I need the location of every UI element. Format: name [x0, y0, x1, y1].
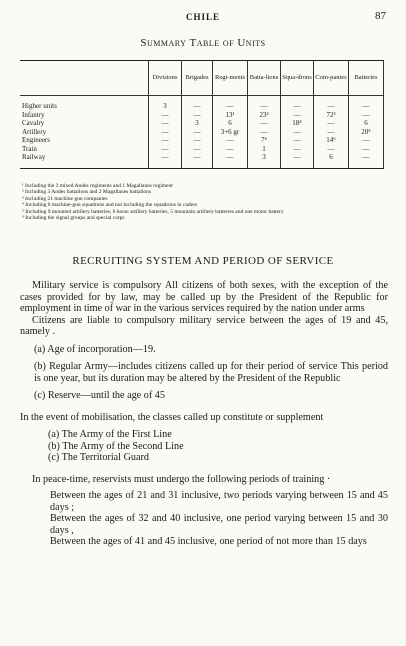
row-label: Artillery [20, 128, 149, 137]
column-header: Divisions [149, 61, 182, 96]
table-cell: — [314, 96, 349, 111]
page-number: 87 [375, 10, 386, 22]
row-label: Cavalry [20, 119, 149, 128]
table-cell: 14⁶ [314, 136, 349, 145]
table-cell: 6 [213, 119, 248, 128]
list-item: (a) The Army of the First Line [48, 429, 172, 440]
table-cell: — [314, 128, 349, 137]
column-header: Regi-ments [213, 61, 248, 96]
table-cell: — [182, 153, 213, 168]
table-title: Summary Table of Units [140, 37, 266, 49]
table-row [20, 136, 384, 145]
table-cell: — [281, 153, 314, 168]
chapter-title: CHILE [185, 12, 220, 22]
table-cell: — [349, 111, 384, 120]
column-header: Brigades [182, 61, 213, 96]
table-cell: — [281, 111, 314, 120]
table-cell: — [213, 96, 248, 111]
paragraph: Citizens are liable to compulsory military service between the ages of 19 and 45, namely . [20, 314, 388, 337]
footnote: ³ Including 21 machine gun companies [22, 195, 108, 202]
column-header: Batteries [349, 61, 384, 96]
table-cell: — [149, 128, 182, 137]
table-cell: 1 [248, 145, 281, 154]
column-header: Squa-drons [281, 61, 314, 96]
summary-table [20, 60, 384, 169]
column-header: Com-panies [314, 61, 349, 96]
table-cell: 20⁵ [349, 128, 384, 137]
footnote: ⁴ Including 6 machine-gun squadrons and not including the squadrons in cadres [22, 202, 197, 209]
table-cell: — [314, 119, 349, 128]
table-cell: — [314, 145, 349, 154]
table-cell: — [349, 145, 384, 154]
row-label: Infantry [20, 111, 149, 120]
table-cell: — [182, 96, 213, 111]
footnote: ² Including 3 Andes battalions and 2 Magallanes battalions [22, 189, 152, 196]
row-label: Higher units [20, 96, 149, 111]
table-cell: — [182, 145, 213, 154]
training-item: Between the ages of 41 and 45 inclusive, one period of not more than 15 days [50, 536, 367, 547]
table-cell: — [248, 128, 281, 137]
table-cell: — [149, 136, 182, 145]
table-row [20, 153, 384, 168]
table-cell: 13¹ [213, 111, 248, 120]
table-cell: — [281, 128, 314, 137]
table-cell: — [213, 153, 248, 168]
table-cell: — [149, 119, 182, 128]
row-label: Train [20, 145, 149, 154]
list-item: (c) The Territorial Guard [48, 452, 150, 463]
table-cell: — [349, 136, 384, 145]
table-cell: 3+6 gr [213, 128, 248, 137]
table-cell: — [248, 96, 281, 111]
section-heading: RECRUITING SYSTEM AND PERIOD OF SERVICE [72, 255, 334, 267]
table-row [20, 119, 384, 128]
header-blank [20, 61, 149, 96]
column-header: Batta-lions [248, 61, 281, 96]
table-cell: — [281, 96, 314, 111]
list-item: (a) Age of incorporation—19. [34, 343, 156, 355]
table-cell: 6 [314, 153, 349, 168]
table-cell: — [349, 153, 384, 168]
table-cell: 3 [182, 119, 213, 128]
table-cell: — [149, 145, 182, 154]
table-row [20, 111, 384, 120]
table-cell: — [213, 145, 248, 154]
row-label: Railway [20, 153, 149, 168]
footnote: ⁵ Including 9 mounted artillery batteries, 6 horse artillery batteries, 5 mountain artillery batteries and one motor battery [22, 208, 284, 215]
table-cell: — [349, 96, 384, 111]
table-row [20, 96, 384, 111]
list-item: (c) Reserve—until the age of 45 [34, 390, 165, 401]
training-item: Between the ages of 21 and 31 inclusive, two periods varying between 15 and 45 days ; [50, 490, 388, 513]
table-cell: — [248, 119, 281, 128]
table-cell: 7⁶ [248, 136, 281, 145]
row-label: Engineers [20, 136, 149, 145]
list-item: (b) The Army of the Second Line [48, 440, 184, 452]
table-cell: 3 [149, 96, 182, 111]
footnote: ⁶ Including the signal groups and special corps [22, 215, 125, 222]
table-cell: 6 [349, 119, 384, 128]
paragraph: In peace-time, reservists must undergo the following periods of training · [32, 473, 331, 485]
table-cell: 72³ [314, 111, 349, 120]
table-cell: 3 [248, 153, 281, 168]
table-header-row [20, 61, 384, 96]
paragraph: Military service is compulsory All citizens of both sexes, with the exception of the cases provided for by law, may be called up by the President of the Republic for employment in time of war in the various services required by the nation under arms [20, 280, 388, 314]
table-cell: — [182, 128, 213, 137]
table-cell: — [149, 153, 182, 168]
table-footnotes [22, 183, 386, 221]
table-cell: — [213, 136, 248, 145]
running-header [20, 12, 386, 26]
table-cell: — [281, 136, 314, 145]
table-cell: 23² [248, 111, 281, 120]
table-cell: 18⁴ [281, 119, 314, 128]
table-row [20, 145, 384, 154]
table-cell: — [149, 111, 182, 120]
table-cell: — [182, 136, 213, 145]
training-item: Between the ages of 32 and 40 inclusive, one period varying between 15 and 30 days , [50, 513, 388, 536]
paragraph: In the event of mobilisation, the classes called up constitute or supplement [20, 411, 324, 423]
table-cell: — [182, 111, 213, 120]
table-row [20, 128, 384, 137]
list-item: (b) Regular Army—includes citizens called up for their period of service This period is one year, but its duration may be altered by the President of the Republic [34, 361, 388, 384]
section-body [20, 280, 388, 548]
footnote: ¹ Including the 3 mixed Andes regiments and 1 Magallanes regiment [22, 183, 173, 189]
table-cell: — [281, 145, 314, 154]
